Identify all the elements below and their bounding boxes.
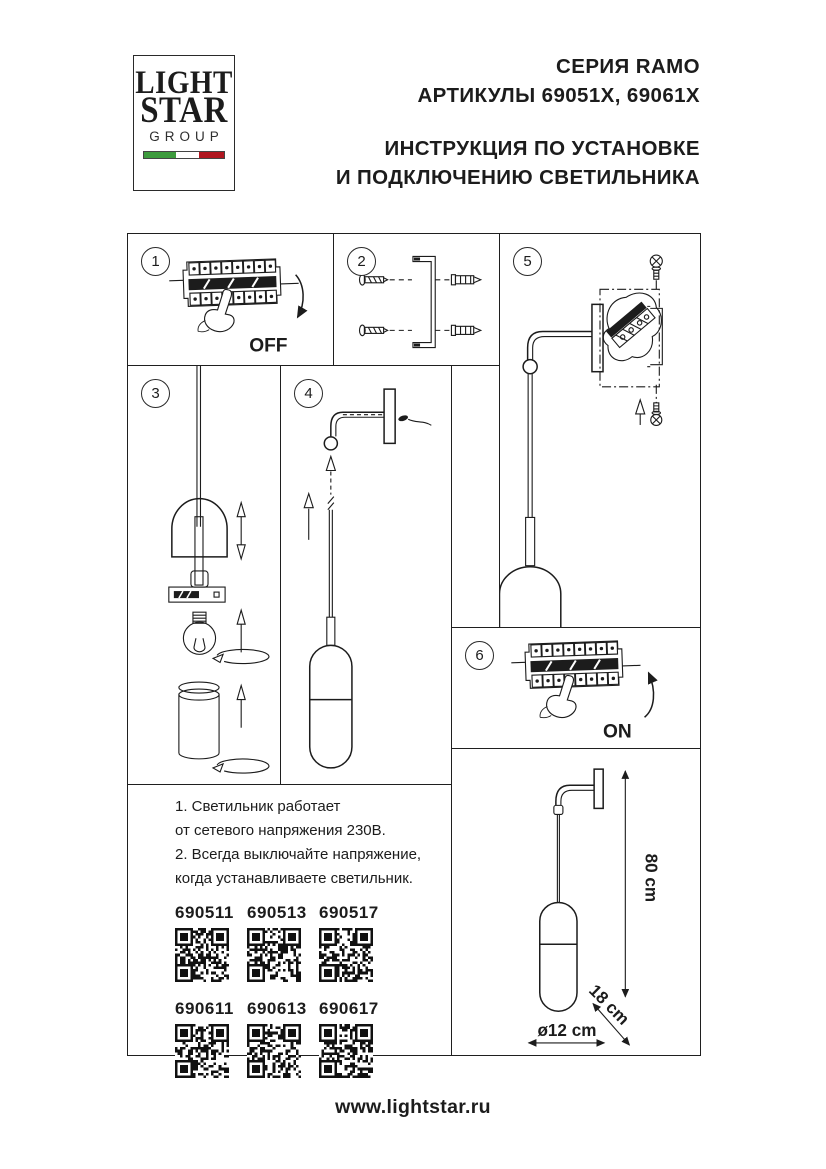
cord — [528, 374, 532, 518]
article-number: 690611 — [175, 999, 234, 1018]
qr-code — [247, 928, 301, 982]
cord-threading-drawing — [281, 366, 451, 784]
bracket-icon — [413, 256, 435, 347]
website-url: www.lightstar.ru — [335, 1096, 491, 1118]
circuit-breaker-icon — [511, 640, 642, 689]
article-number: 690517 — [319, 903, 379, 922]
cord-sleeve — [195, 517, 203, 585]
flag-red — [199, 152, 224, 158]
qr-code — [175, 928, 229, 982]
step-2-badge: 2 — [347, 247, 376, 276]
cord-lock — [523, 360, 537, 374]
lightstar-logo — [133, 55, 235, 191]
height-dimension-label: 80 cm — [641, 853, 661, 903]
qr-code — [319, 1024, 373, 1078]
arrow-up-icon — [237, 686, 245, 728]
wall-plate — [592, 304, 603, 371]
arrow-up-icon — [636, 400, 645, 425]
article-row-1 — [175, 903, 443, 987]
step-6-badge: 6 — [465, 641, 494, 670]
screw-icon — [360, 325, 388, 336]
note-line: 2. Всегда выключайте напряжение, — [175, 846, 422, 863]
terminal-block-icon — [606, 302, 655, 348]
arrow-up-icon — [304, 494, 313, 540]
capsule-shade — [310, 645, 352, 768]
screw-icon — [650, 255, 662, 279]
step-panel-6 — [451, 627, 701, 749]
step-4-badge: 4 — [294, 379, 323, 408]
mounting-bracket — [647, 306, 662, 366]
arrow-up-icon — [645, 673, 654, 717]
note-line: 1. Светильник работает — [175, 798, 341, 815]
cord — [557, 814, 559, 903]
light-bulb-icon — [183, 612, 215, 654]
arrow-up-down-icon — [237, 503, 245, 559]
depth-dimension-label: 18 cm — [585, 980, 633, 1029]
diameter-dimension-label: ø12 cm — [537, 1020, 597, 1040]
instruction-title-line2: И ПОДКЛЮЧЕНИЮ СВЕТИЛЬНИКА — [335, 166, 700, 189]
series-title: СЕРИЯ RAMO — [556, 55, 700, 78]
arrow-up-icon — [237, 610, 245, 652]
note-line: когда устанавливаете светильник. — [175, 870, 413, 887]
article-number: 690617 — [319, 999, 379, 1018]
wall-anchor-icon — [451, 325, 480, 335]
logo-group: GROUP — [149, 129, 224, 144]
cord-lock — [554, 805, 563, 814]
step-panel-3 — [127, 365, 281, 785]
capsule-shade — [540, 903, 577, 1012]
screw-icon — [651, 403, 662, 426]
wall-plate — [384, 389, 395, 443]
product-article — [175, 903, 247, 987]
qr-code — [175, 1024, 229, 1078]
glass-cylinder-icon — [179, 682, 219, 759]
wall-mounting-drawing — [500, 234, 700, 627]
logo-light: LIGHT — [135, 65, 233, 101]
qr-code — [319, 928, 373, 982]
step-panel-4 — [280, 365, 452, 785]
arrow-down-icon — [296, 275, 303, 317]
cord — [329, 510, 332, 618]
dimensions-drawing — [452, 749, 700, 1055]
step-3-badge: 3 — [141, 379, 170, 408]
on-label: ON — [602, 721, 632, 743]
article-row-2 — [175, 999, 443, 1083]
product-article — [175, 999, 247, 1083]
dimensions-panel — [451, 748, 701, 1056]
wall-anchor-icon — [451, 275, 480, 285]
cord-sleeve — [526, 517, 535, 565]
step-panel-2 — [333, 233, 500, 366]
dome-shade — [500, 567, 561, 627]
italian-flag-bar — [143, 151, 225, 159]
product-article — [319, 999, 391, 1083]
article-number: 690513 — [247, 903, 307, 922]
flag-green — [144, 152, 176, 158]
header — [336, 52, 700, 192]
step-panel-1 — [127, 233, 334, 366]
article-number: 690613 — [247, 999, 307, 1018]
cord-sleeve — [327, 617, 335, 645]
qr-code — [247, 1024, 301, 1078]
wall-plate — [594, 769, 603, 808]
arrow-up-icon — [326, 456, 335, 470]
rotate-arrow-icon — [213, 759, 269, 773]
shade-assembly-drawing — [128, 366, 280, 784]
lamp-arm — [528, 331, 592, 360]
circuit-breaker-icon — [169, 258, 300, 307]
step-panel-5 — [499, 233, 701, 628]
off-label: OFF — [249, 335, 288, 357]
detail-frame — [600, 289, 659, 386]
notes-panel — [127, 784, 452, 1056]
article-number: 690511 — [175, 903, 234, 922]
cord-lock — [324, 437, 337, 450]
wire-end — [398, 414, 409, 422]
articles-line: АРТИКУЛЫ 69051X, 69061X — [417, 84, 700, 107]
lamp-arm — [331, 412, 384, 436]
instruction-title-line1: ИНСТРУКЦИЯ ПО УСТАНОВКЕ — [384, 137, 700, 160]
note-line: от сетевого напряжения 230В. — [175, 822, 386, 839]
product-article — [247, 999, 319, 1083]
product-article — [247, 903, 319, 987]
product-article — [319, 903, 391, 987]
step-1-badge: 1 — [141, 247, 170, 276]
screw-icon — [360, 274, 388, 285]
step-5-badge: 5 — [513, 247, 542, 276]
break-marks — [328, 497, 334, 510]
dome-shade — [172, 499, 227, 557]
cord — [197, 366, 201, 527]
flag-white — [176, 152, 199, 158]
logo-star: STAR — [140, 90, 228, 132]
